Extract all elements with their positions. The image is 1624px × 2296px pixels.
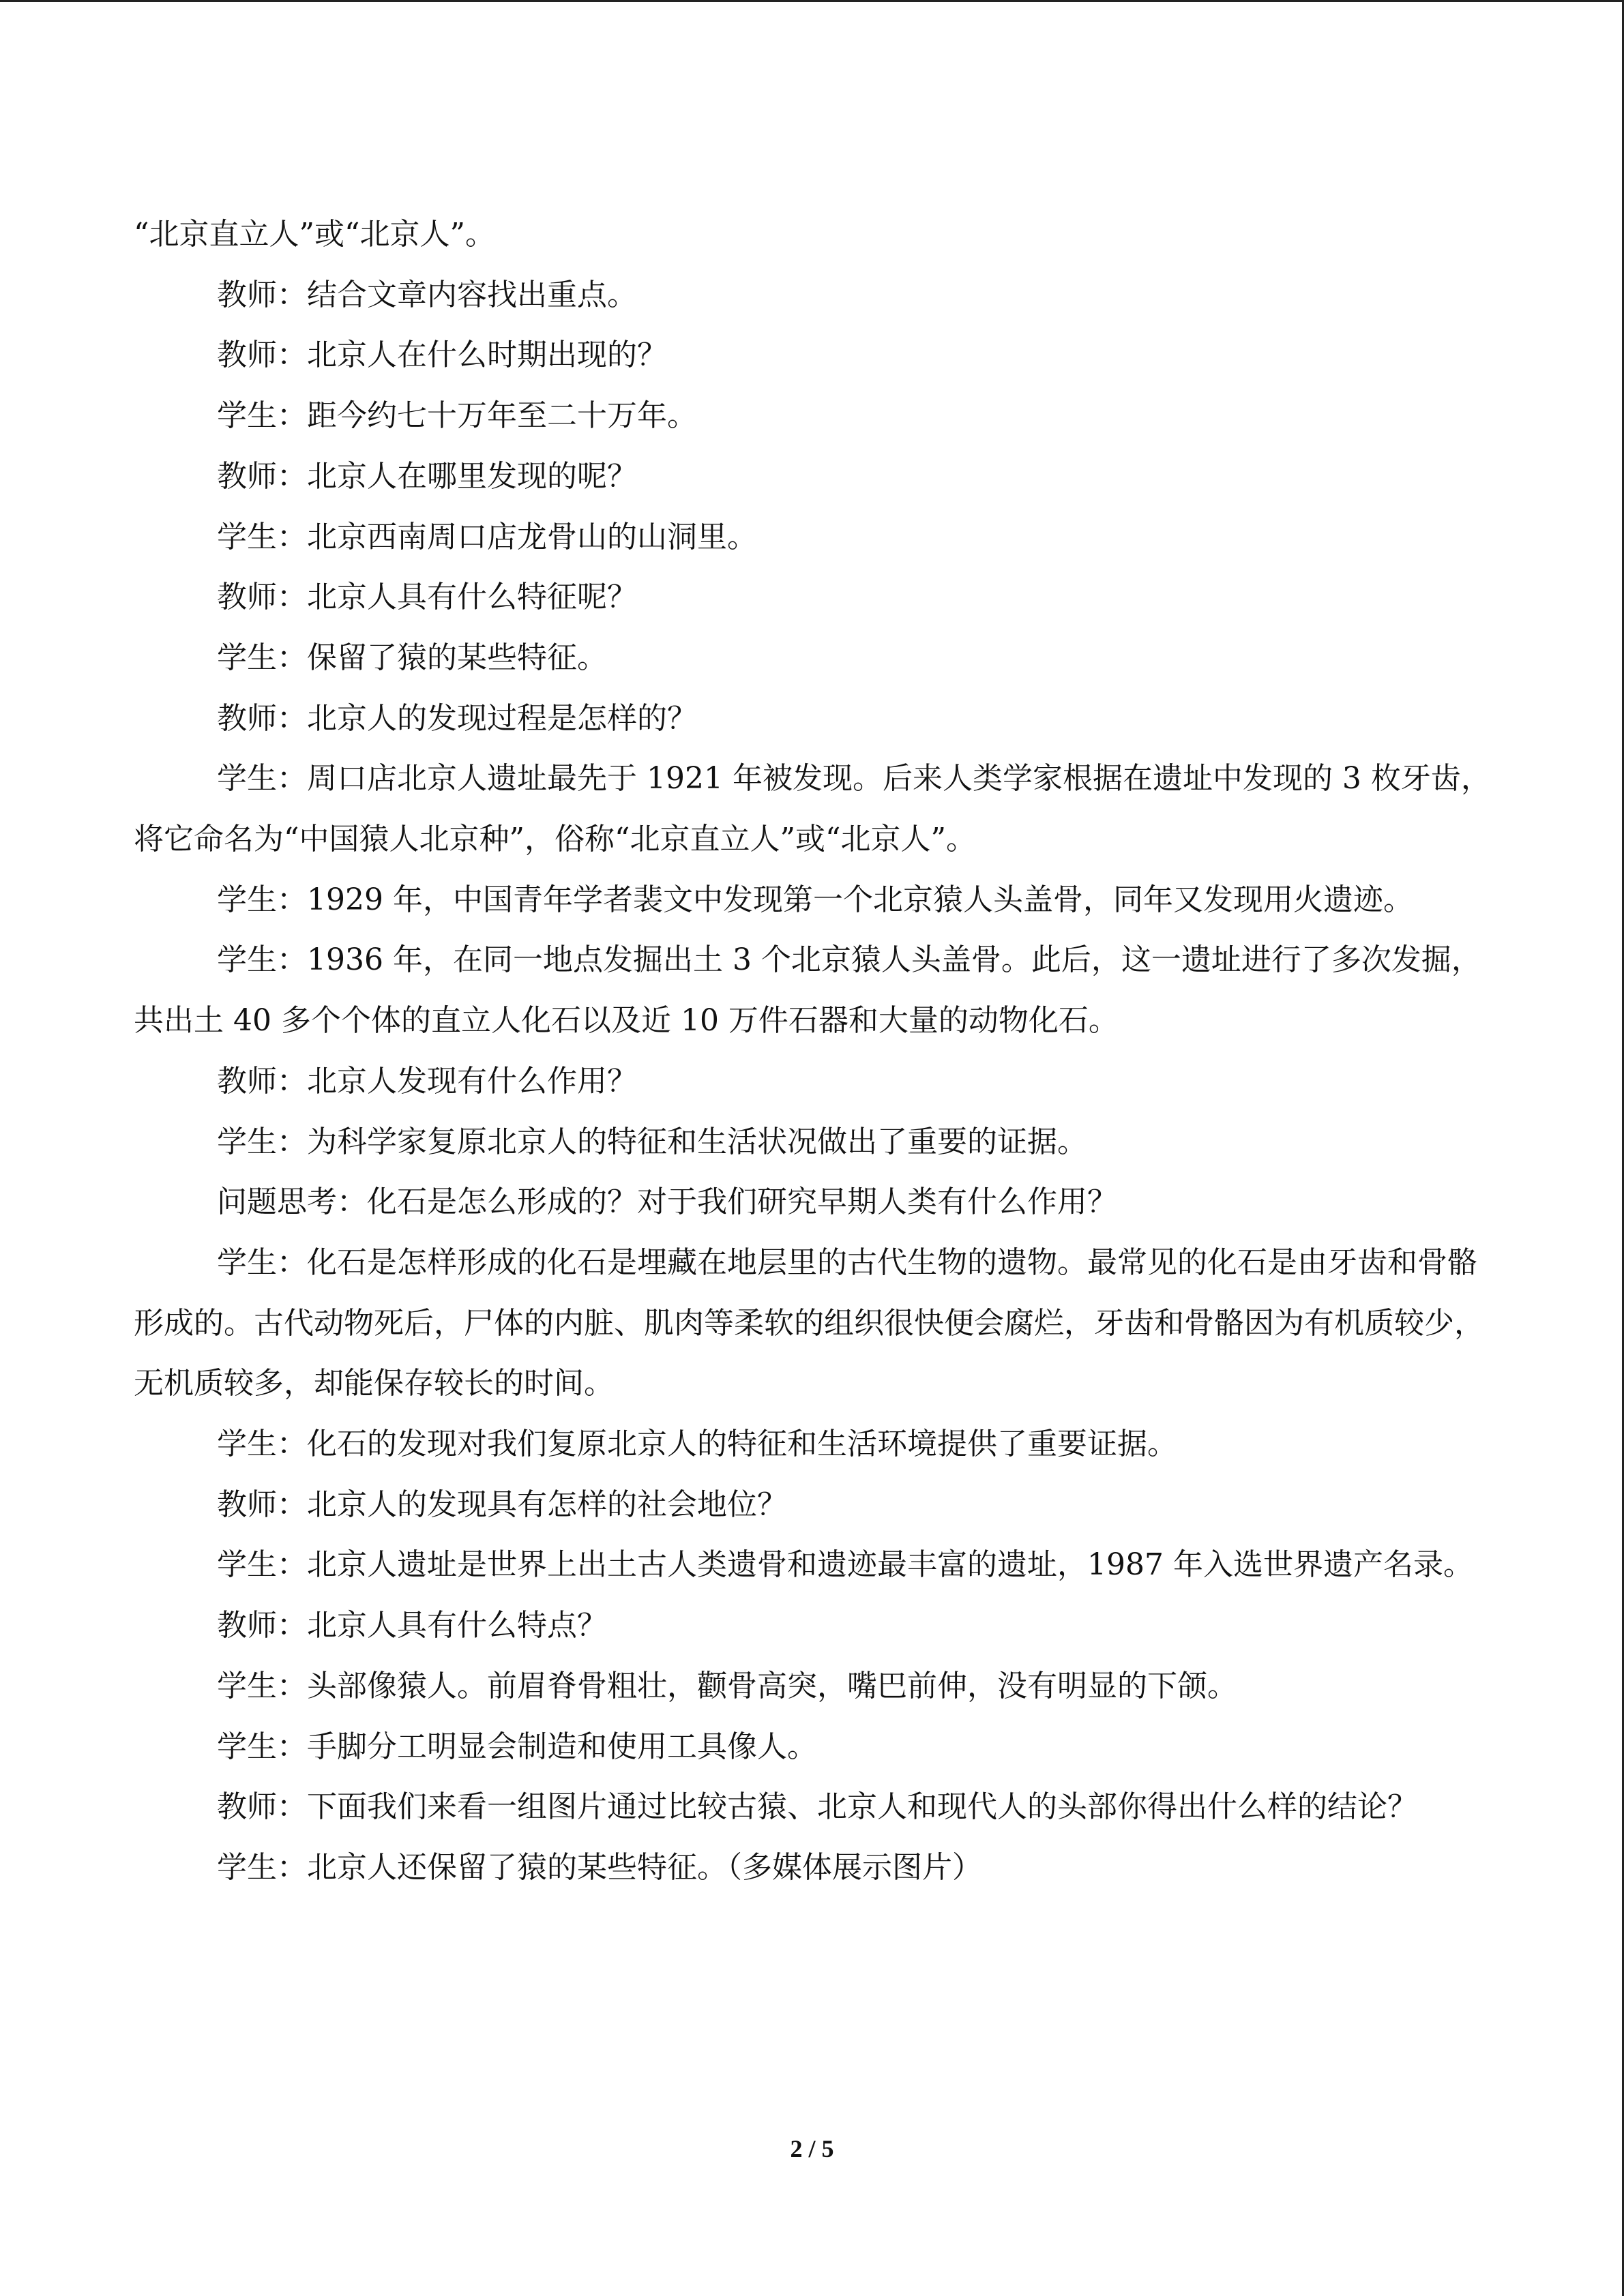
page-border-top (0, 0, 1624, 2)
document-body (134, 205, 1491, 1898)
paragraph: 教师：北京人的发现具有怎样的社会地位？ (217, 1487, 787, 1522)
paragraph: 教师：北京人具有什么特点？ (217, 1608, 607, 1643)
paragraph: 教师：北京人的发现过程是怎样的？ (217, 700, 697, 736)
paragraph: 学生：北京西南周口店龙骨山的山洞里。 (217, 519, 757, 554)
paragraph: 学生：北京人遗址是世界上出土古人类遗骨和遗迹最丰富的遗址，1987 年入选世界遗产名录。 (217, 1547, 1473, 1583)
paragraph: 学生：1936 年，在同一地点发掘出土 3 个北京猿人头盖骨。此后，这一遗址进行了多次发掘，共出土 40 多个个体的直立人化石以及近 10 万件石器和大量的动物化石。 (134, 942, 1481, 1039)
paragraph: 学生：手脚分工明显会制造和使用工具像人。 (217, 1729, 817, 1764)
paragraph: 学生：保留了猿的某些特征。 (217, 640, 607, 675)
paragraph: 学生：周口店北京人遗址最先于 1921 年被发现。后来人类学家根据在遗址中发现的 3 枚牙齿，将它命名为“中国猿人北京种”，俗称“北京直立人”或“北京人”。 (134, 761, 1491, 857)
paragraph: 学生：北京人还保留了猿的某些特征。（多媒体展示图片） (217, 1849, 982, 1885)
paragraph: 学生：头部像猿人。前眉脊骨粗壮，颧骨高突，嘴巴前伸，没有明显的下颌。 (217, 1668, 1237, 1703)
paragraph: 教师：北京人发现有什么作用？ (217, 1063, 637, 1099)
paragraph: 教师：北京人在哪里发现的呢？ (217, 458, 637, 494)
paragraph: 学生：化石的发现对我们复原北京人的特征和生活环境提供了重要证据。 (217, 1427, 1177, 1462)
paragraph: “北京直立人”或“北京人”。 (134, 217, 495, 252)
paragraph: 教师：北京人具有什么特征呢？ (217, 580, 637, 615)
paragraph: 问题思考：化石是怎么形成的？对于我们研究早期人类有什么作用？ (217, 1184, 1117, 1220)
paragraph: 教师：北京人在什么时期出现的？ (217, 338, 667, 373)
paragraph: 学生：化石是怎样形成的化石是埋藏在地层里的古代生物的遗物。最常见的化石是由牙齿和骨骼形成的。古代动物死后，尸体的内脏、肌肉等柔软的组织很快便会腐烂，牙齿和骨骼因为有机质较少，无机质较多，却能保存较长的时间。 (134, 1244, 1484, 1401)
paragraph: 学生：距今约七十万年至二十万年。 (217, 398, 697, 434)
paragraph: 教师：结合文章内容找出重点。 (217, 277, 637, 312)
page-number: 2 / 5 (790, 2135, 834, 2162)
paragraph: 学生：为科学家复原北京人的特征和生活状况做出了重要的证据。 (217, 1124, 1087, 1159)
paragraph: 学生：1929 年，中国青年学者裴文中发现第一个北京猿人头盖骨，同年又发现用火遗迹。 (217, 882, 1413, 917)
paragraph: 教师：下面我们来看一组图片通过比较古猿、北京人和现代人的头部你得出什么样的结论？ (217, 1789, 1417, 1825)
